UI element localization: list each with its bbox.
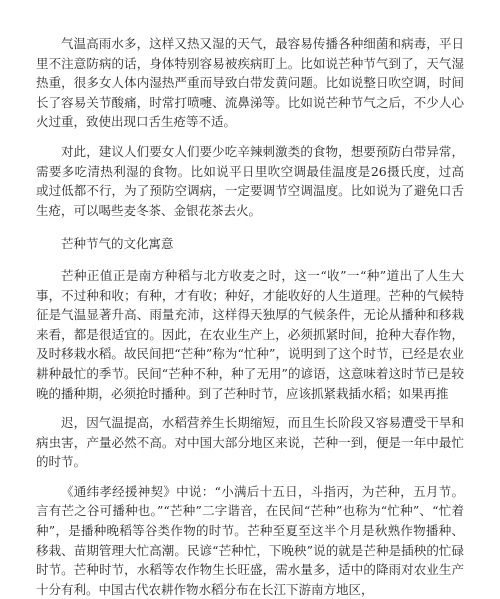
paragraph-humidity: 气温高雨水多，这样又热又湿的天气，最容易传播各种细菌和病毒，平日里不注意防病的话，身体特别容易被疾病盯上。比如说芒种节气到了，天气湿热重，很多女人体内湿热严重而导致白带发黄问题。比如说整日吹空调，时间长了容易关节酸痛，时常打喷嚏、流鼻涕等。比如说芒种节气之后，不少人心火过重，致使出现口舌生疮等不适。 [36,36,464,130]
paragraph-advice: 对此，建议人们要女人们要少吃辛辣刺激类的食物，想要预防白带异常，需要多吃清热利湿的食物。比如说平日里吹空调最佳温度是26摄氏度，过高或过低都不行，为了预防空调病，一定要调节空调温度。比如说为了避免口舌生疮，可以喝些麦冬茶、金银花茶去火。 [36,143,464,218]
paragraph-classic-quote: 《通纬孝经援神契》中说：“小满后十五日，斗指丙，为芒种，五月节。言有芒之谷可播种也。”“芒种”二字谐音，在民间“芒种”也称为“忙种”、“忙着种”，是播种晚稻等谷类作物的时节。芒种至夏至这半个月是秋熟作物播种、移栽、苗期管理大忙高潮。民谚“芒种忙，下晚秧”说的就是芒种是插秧的忙碌时节。芒种时节，水稻等农作物生长旺盛，需水量多，适中的降雨对农业生产十分有利。中国古代农耕作物水稻分布在长江下游南方地区， [36,483,464,597]
paragraph-busy-season: 迟，因气温提高，水稻营养生长期缩短，而且生长阶段又容易遭受干旱和病虫害，产量必然不高。对中国大部分地区来说，芒种一到，便是一年中最忙的时节。 [36,415,464,470]
paragraph-cultural-meaning: 芒种正值正是南方种稻与北方收麦之时，这一“收”一“种”道出了人生大事，不过种和收；有种，才有收；种好，才能收好的人生道理。芒种的气候特征是气温显著升高、雨量充沛，这样得天独厚的气候条件，无论从播种和移栽来看，都是很适宜的。因此，在农业生产上，必须抓紧时间，抢种大春作物，及时移栽水稻。故民间把“芒种”称为“忙种”，说明到了这个时节，已经是农业耕种最忙的季节。民间“芒种不种，种了无用”的谚语，这意味着这时节已是较晚的播种期，必须抢时播种。到了芒种时节，应该抓紧栽插水稻；如果再推 [36,267,464,401]
section-heading: 芒种节气的文化寓意 [61,236,174,252]
